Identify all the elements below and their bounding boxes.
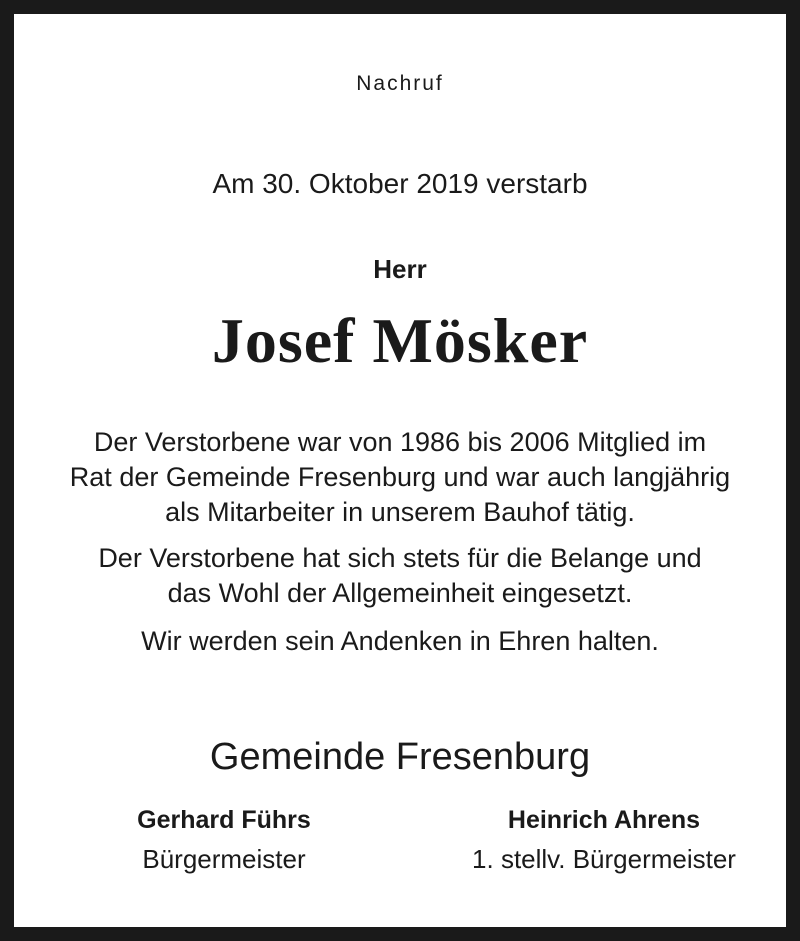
signatory-title: Bürgermeister	[142, 844, 306, 874]
salutation: Herr	[373, 254, 427, 284]
text-line: Rat der Gemeinde Fresenburg und war auch langjährig	[69, 462, 731, 492]
paragraph-remembrance	[28, 624, 772, 659]
deceased-name: Josef Mösker	[211, 305, 589, 376]
text-line: Der Verstorbene hat sich stets für die Belange und	[98, 543, 702, 573]
signatory-name: Gerhard Führs	[137, 806, 311, 834]
paragraph-commitment	[28, 541, 772, 611]
text-line: Wir werden sein Andenken in Ehren halten.	[141, 626, 659, 656]
text-line: Der Verstorbene war von 1986 bis 2006 Mitglied im	[93, 427, 707, 457]
organization-name: Gemeinde Fresenburg	[209, 736, 591, 778]
notice-heading: Nachruf	[356, 72, 444, 95]
death-date-line: Am 30. Oktober 2019 verstarb	[212, 168, 588, 199]
signatory-name: Heinrich Ahrens	[507, 806, 701, 834]
signatory-title: 1. stellv. Bürgermeister	[472, 844, 736, 874]
paragraph-biography	[28, 425, 772, 530]
text-line: als Mitarbeiter in unserem Bauhof tätig.	[165, 497, 635, 527]
text-line: das Wohl der Allgemeinheit eingesetzt.	[167, 578, 633, 608]
